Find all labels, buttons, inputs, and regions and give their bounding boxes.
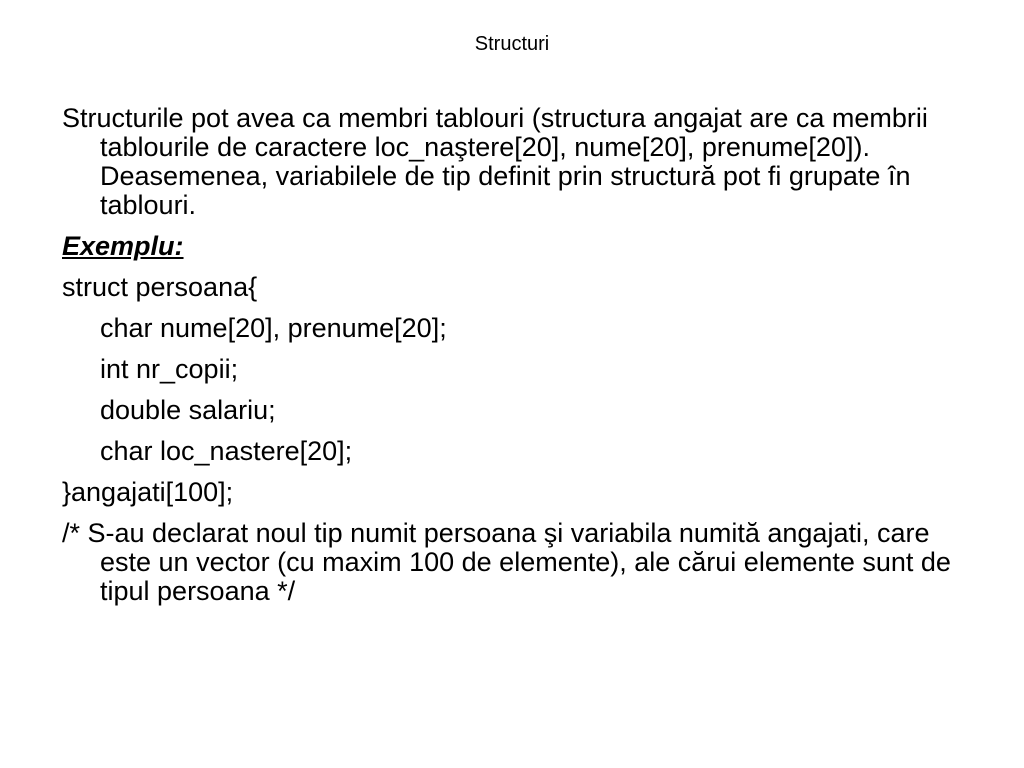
slide-body	[62, 104, 972, 606]
code-line-struct-open: struct persoana{	[62, 272, 258, 302]
code-line-member-children: int nr_copii;	[100, 354, 239, 384]
code-line-member-salary: double salariu;	[100, 395, 276, 425]
comment-paragraph: /* S-au declarat noul tip numit persoana şi variabila numită angajati, care este un vector (cu maxim 100 de elemente), ale cărui elemente sunt de tipul persoana */	[62, 518, 951, 606]
code-line-member-names: char nume[20], prenume[20];	[100, 313, 447, 343]
slide-title: Structuri	[474, 33, 550, 55]
intro-paragraph: Structurile pot avea ca membri tablouri (structura angajat are ca membrii tablourile de caractere loc_naştere[20], nume[20], prenume[20]). Deasemenea, variabilele de tip definit prin structură pot fi grupate în tablouri.	[62, 103, 928, 220]
code-line-struct-close: }angajati[100];	[62, 477, 234, 507]
example-heading	[62, 232, 972, 261]
example-label: Exemplu:	[62, 231, 184, 261]
code-line-member-birthplace: char loc_nastere[20];	[100, 436, 353, 466]
